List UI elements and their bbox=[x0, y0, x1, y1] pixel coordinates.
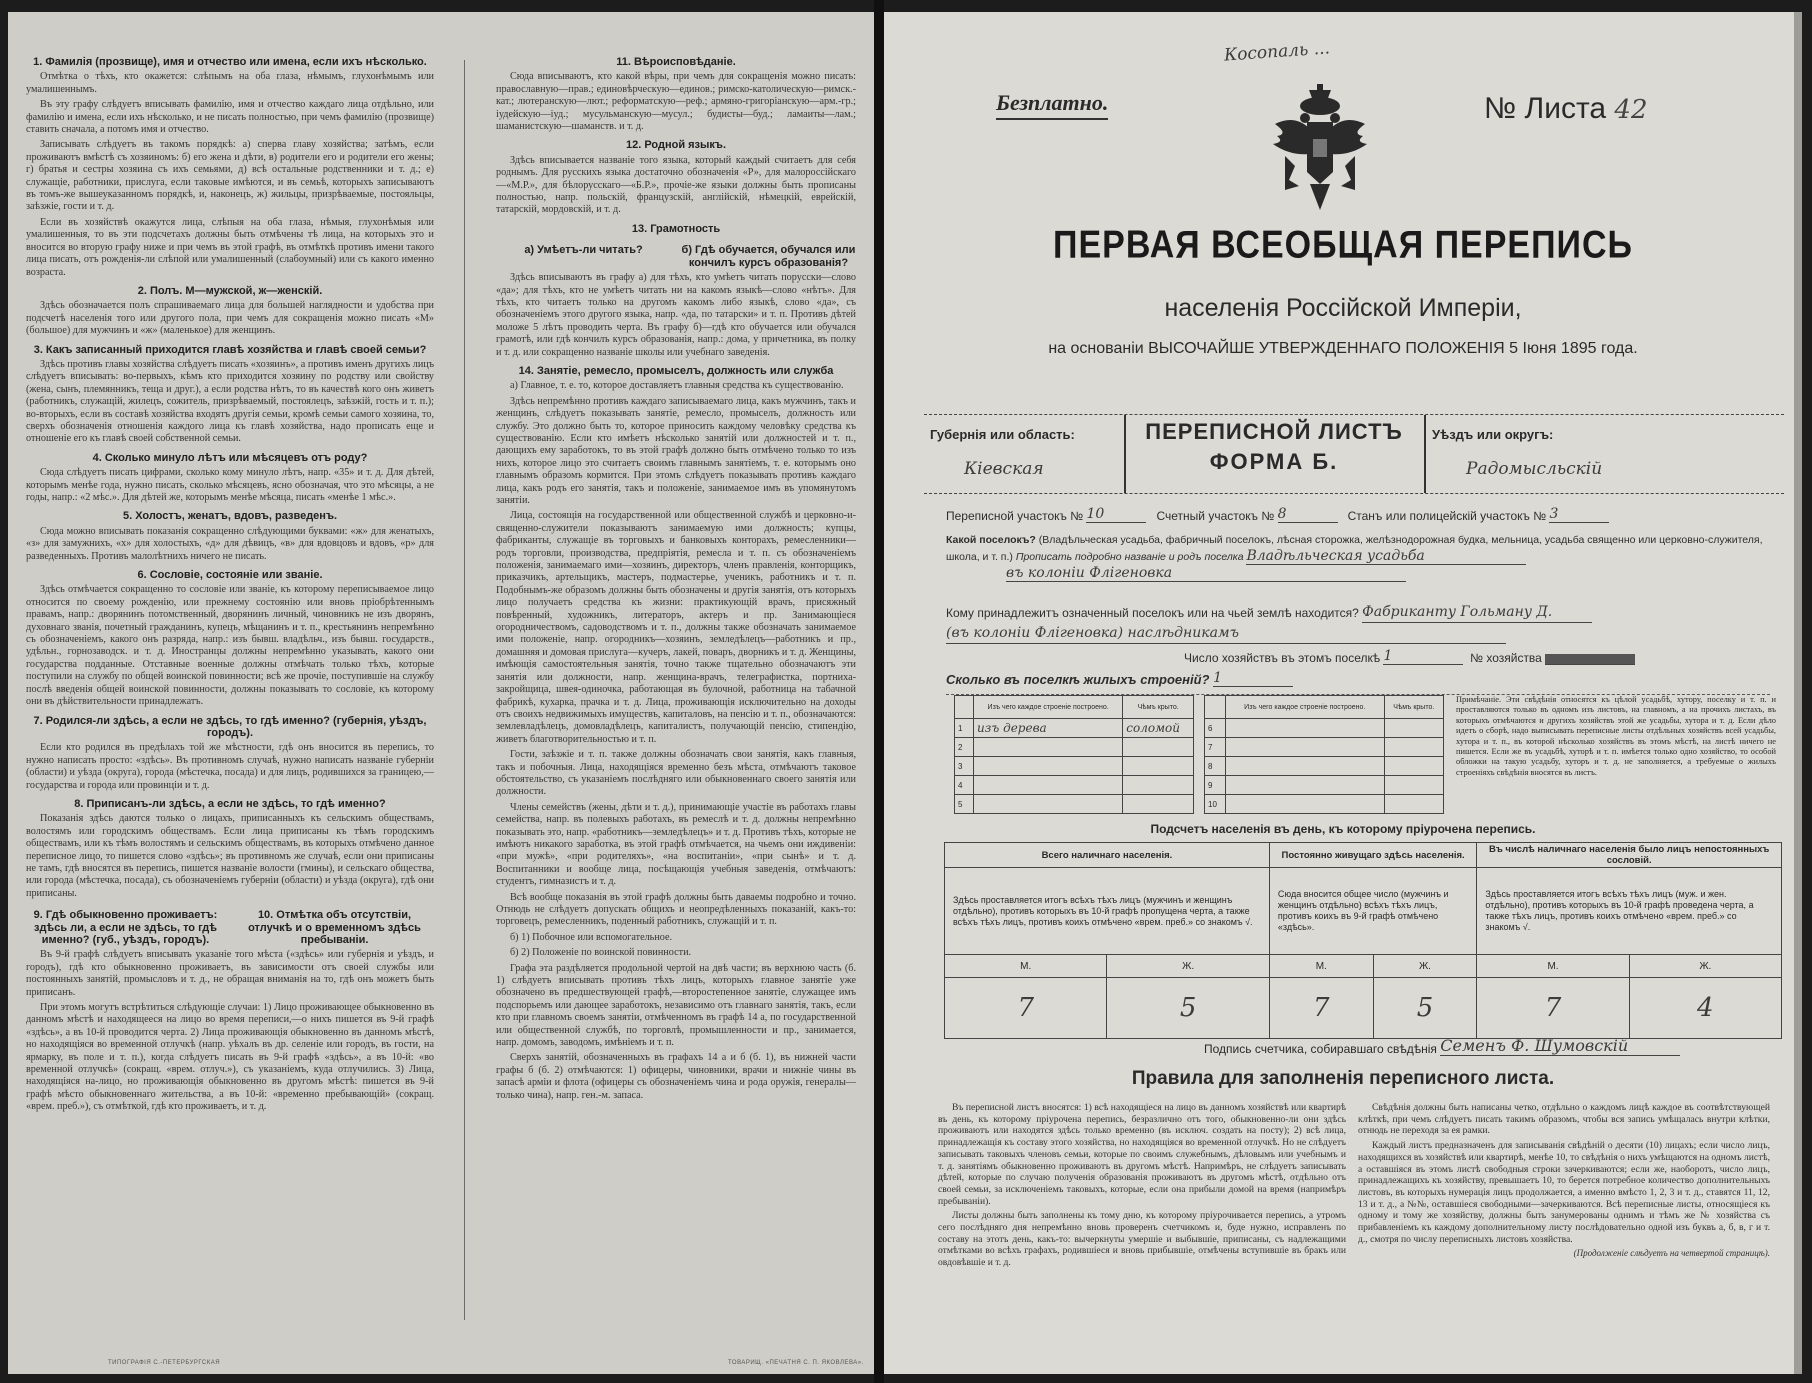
household-no-redacted bbox=[1545, 654, 1635, 665]
census-district-value: 10 bbox=[1086, 506, 1146, 523]
stan-value: 3 bbox=[1549, 506, 1609, 523]
count-value: 7 bbox=[1269, 978, 1373, 1039]
building-row bbox=[955, 738, 1194, 757]
rules-column-2 bbox=[1358, 1102, 1770, 1260]
settlement-hint: (Владѣльческая усадьба, фабричный поселокъ, лѣсная сторожка, желѣзнодорожная будка, мельница, усадьба священно или церковно-служителя, школа, и т. п.) bbox=[946, 534, 1763, 563]
rule-paragraph: Здѣсь обозначается полъ спрашиваемаго лица для большей наглядности и удобства при подсчетѣ населенія того или другого пола, при чемъ для сокращенія можно писать «М» (большое) для мужчинъ и «ж» (маленькое) для женщинъ. bbox=[26, 300, 434, 337]
buildings-note: Примѣчаніе. Эти свѣдѣнія относятся къ цѣлой усадьбѣ, хутору, поселку и т. п. и проставляются только въ одномъ изъ листовъ, на главномъ, а на прочихъ листахъ, въ которыхъ отмѣчаются и другихъ хозяйствъ этой же усадьбы, хутора и т. д. Если дѣло идетъ о сборѣ, надо выписывать переписные листы отдѣльных хозяйствъ всей усадьбы, хутора и т. п., въ которой нѣсколько хозяйствъ въ этомъ мѣстѣ, на листѣ ничего не пишется. Если же въ усадьбѣ, хуторѣ и т. п. имѣется только одно хозяйство, то особой обложки на такую усадьбу, хуторъ и т. д. не заполняется, а требуемые о жилыхъ строеніяхъ свѣдѣнія вносятся въ листъ. bbox=[1456, 695, 1776, 777]
rule-paragraph: Сюда вписываютъ, кто какой вѣры, при чемъ для сокращенія можно писать: православную—прав.; единовѣрческую—единов.; римско-католическую—римск.-кат.; лютеранскую—лют.; реформатскую—реф.; армяно-григоріанскую—арм.-гр.; іудейскую—іуд.; мусульманскую—мусул.; будисты—буд.; ламаиты—лам.; шаманистскую—шаманств. и т. д. bbox=[496, 71, 856, 133]
rule-paragraph: Показанія здѣсь даются только о лицахъ, приписанныхъ къ сельскимъ обществамъ, волостямъ или городскимъ обществамъ. Если лица приписаны къ тѣмъ городскимъ обществамъ, или къ тѣмъ волостямъ и сельскимъ обществамъ, въ которыхъ отмѣчено данное переписное лицо, то пишется слово «здѣсь»; въ противномъ же случаѣ, если они приписаны не тамъ, гдѣ вносятся въ перепись, пишется названіе волости (гмины), и сельскаго общества, или города (мѣстечка, посада), съ обозначеніемъ губерніи (области) и уѣзда (округа), гдѣ они приписаны. bbox=[26, 813, 434, 899]
settlement-label: Какой поселокъ? bbox=[946, 534, 1036, 546]
building-row bbox=[1205, 719, 1444, 738]
uezd-box bbox=[1424, 415, 1786, 493]
building-roof bbox=[1123, 795, 1194, 814]
settlement-value-2: въ колоніи Флігеновка bbox=[1006, 565, 1406, 582]
population-count-title: Подсчетъ населенія въ день, къ которому пріурочена перепись. bbox=[1150, 822, 1536, 836]
rule-paragraph: Сюда слѣдуетъ писать цифрами, сколько кому минуло лѣтъ, напр. «35» и т. д. Для дѣтей, которымъ менѣе года, нужно писать, сколько мѣсяцевъ, ясно обозначая, что это мѣсяцы, а не годы, напр.: «2 мѣс.». Для дѣтей же, которымъ менѣе мѣсяца, писать «менѣе 1 мѣс.». bbox=[26, 467, 434, 503]
rule-section-title: 4. Сколько минуло лѣтъ или мѣсяцевъ отъ роду? bbox=[92, 451, 368, 464]
rule-paragraph: б) 1) Побочное или вспомогательное. bbox=[510, 931, 673, 943]
count-header-nonpermanent: Въ числѣ наличнаго населенія было лицъ непостоянныхъ сословій. bbox=[1477, 843, 1782, 868]
built-of-header: Изъ чего каждое строеніе построено. bbox=[1226, 696, 1385, 719]
rule-paragraph: Сверхъ занятій, обозначенныхъ въ графахъ 14 а и б (б. 1), въ нижней части графы б (б. 2) отмѣчаются: 1) офицеры, чиновники, врачи и нижніе чины въ запасѣ арміи и флота (офицеры съ обозначеніемъ чина и рода оружія, генералы—только чина), напр. ген.-м. запаса. bbox=[496, 1052, 856, 1101]
building-number: 9 bbox=[1205, 776, 1226, 795]
uezd-label: Уѣздъ или округъ: bbox=[1432, 427, 1554, 442]
building-roof bbox=[1384, 795, 1443, 814]
building-row bbox=[955, 757, 1194, 776]
roof-header: Чѣмъ крыто. bbox=[1123, 696, 1194, 719]
rule-paragraph: а) Главное, т. е. то, которое доставляетъ главныя средства къ существованію. bbox=[510, 380, 844, 392]
building-row bbox=[1205, 738, 1444, 757]
building-roof bbox=[1123, 776, 1194, 795]
rules-column-right bbox=[496, 50, 856, 1105]
building-material bbox=[974, 757, 1123, 776]
building-roof bbox=[1123, 757, 1194, 776]
rule-section-title: 13. Грамотность bbox=[631, 222, 721, 235]
rule-section-title: 14. Занятіе, ремесло, промыселъ, должность или служба bbox=[518, 364, 834, 377]
settlement-value: Владѣльческая усадьба bbox=[1246, 548, 1526, 565]
rule-paragraph: Здѣсь вписываютъ въ графу а) для тѣхъ, кто умѣетъ читать порусски—слово «да»; для тѣхъ, кто не умѣетъ читать ни на какомъ языкѣ—слово «нѣтъ». Для тѣхъ, кто читаетъ только на другомъ какомъ либо языкѣ, слово «да», съ обозначеніемъ этого другого языка, напр. «да, по татарски» и т. п. Противъ дѣтей моложе 5 лѣтъ проводить черта. Въ графу б)—гдѣ кто обучается или обучался грамотѣ, или гдѣ кончилъ курсъ образованія, напр.: дома, у причетника, въ полку и т. д. или сокращенно названіе школы или учебнаго заведенія. bbox=[496, 272, 856, 358]
building-row bbox=[955, 795, 1194, 814]
rule-paragraph: При этомъ могутъ встрѣтиться слѣдующіе случаи: 1) Лицо проживающее обыкновенно въ данномъ мѣстѣ и находящееся на лицо во время переписи,—о нихъ пишется въ 9-й графѣ «здѣсь», а въ 10-й проводится черта. 2) Лица проживающія обыкновенно въ данномъ мѣстѣ, но находящіяся во временной отлучкѣ (напр. уѣхалъ въ др. селеніе или городъ, въ гости, на ярмарку, въ поле и т. п.), когда слѣдуетъ писать въ 9-й графѣ «здѣсь», а въ 10-й: «во временной отлучкѣ» (сокращ. «врем. отлуч.»), съ указаніемъ, куда отлучились. 3) Лица, находящіяся на-лицо, но проживающія обыкновенно въ другомъ мѣстѣ: пишется въ 9-й графѣ мѣсто обыкновеннаго жительства, а въ 10-й: «временно пребывающій» (сокращ. «врем. преб.»), съ отмѣткой, гдѣ кто проживаетъ, и т. д. bbox=[26, 1002, 434, 1113]
male-label: М. bbox=[1477, 955, 1629, 978]
building-material bbox=[1226, 776, 1385, 795]
building-number: 4 bbox=[955, 776, 974, 795]
building-row bbox=[1205, 757, 1444, 776]
count-value: 4 bbox=[1629, 978, 1781, 1039]
buildings-line bbox=[946, 670, 1293, 687]
stan-label: Станъ или полицейскій участокъ № bbox=[1347, 509, 1547, 523]
sheet-number bbox=[1484, 92, 1648, 126]
household-no-label: № хозяйства bbox=[1470, 651, 1542, 665]
building-material: изъ дерева bbox=[974, 719, 1123, 738]
building-number: 7 bbox=[1205, 738, 1226, 757]
count-desc-present: Здѣсь проставляется итогъ всѣхъ тѣхъ лицъ (мужчинъ и женщинъ отдѣльно), противъ которыхъ въ 10-й графѣ пропущена черта, а также всѣхъ тѣхъ лицъ, противъ коихъ отмѣчено «врем. преб.» со знакомъ √. bbox=[945, 868, 1270, 955]
building-roof bbox=[1384, 757, 1443, 776]
count-value: 7 bbox=[1477, 978, 1629, 1039]
printer-imprint: ТИПОГРАФІЯ С.-ПЕТЕРБУРГСКАЯ bbox=[108, 1360, 221, 1366]
rule-section-title: 1. Фамилія (прозвище), имя и отчество или имена, если ихъ нѣсколько. bbox=[33, 56, 427, 68]
rules-title: Правила для заполненія переписного листа. bbox=[1131, 1068, 1555, 1089]
rule-section-title: б) Гдѣ обучается, обучался или кончилъ курсъ образованія? bbox=[681, 244, 856, 269]
building-material bbox=[974, 738, 1123, 757]
building-number: 8 bbox=[1205, 757, 1226, 776]
buildings-table bbox=[954, 695, 1194, 814]
free-label: Безплатно. bbox=[996, 90, 1108, 120]
building-row bbox=[955, 719, 1194, 738]
enumerator-signature-line bbox=[1204, 1036, 1680, 1056]
rule-paragraph: б) 2) Положеніе по воинской повинности. bbox=[510, 947, 692, 959]
rule-paragraph: Здѣсь противъ главы хозяйства слѣдуетъ писать «хозяинъ», а противъ именъ другихъ лицъ слѣдуетъ вписывать: во-первыхъ, кѣмъ кто приходится хозяину по родству или свойству (жена, сынъ, племянникъ, теща и друг.), а если родства нѣтъ, то въ качествѣ кого онъ живетъ (работникъ, служащій, жилецъ, сожитель, призрѣваемый, постоялецъ, заѣзжій, гость и т. п.); во-вторыхъ, если въ составѣ хозяйства входятъ другія семьи, кромѣ семьи самого хозяина, то, сверхъ обозначенія отношенія каждого лица къ главѣ хозяйства, надо прописать еще и отношеніе его къ главѣ своей собственной семьи. bbox=[26, 358, 434, 445]
count-value: 7 bbox=[945, 978, 1107, 1039]
count-desc-permanent: Сюда вносится общее число (мужчинъ и женщинъ отдѣльно) всѣхъ тѣхъ лицъ, противъ коихъ въ 9-й графѣ отмѣчено «здѣсь». bbox=[1269, 868, 1476, 955]
owner-value-2: (въ колоніи Флігеновка) наслѣдникамъ bbox=[946, 623, 1506, 644]
sheet-number-value: 42 bbox=[1614, 95, 1648, 125]
settlement-hint-2: Прописать подробно названіе и родъ поселка bbox=[1015, 551, 1244, 563]
rule-paragraph: Записывать слѣдуетъ въ такомъ порядкѣ: а) сперва главу хозяйства; затѣмъ, если проживаютъ вмѣстѣ съ хозяиномъ: б) его жена и дѣти, в) родители его и родители его жены; г) братья и сестры хозяина съ ихъ семьями, д) всѣ остальные родственники и т. д.; е) служащіе, работники, прислуга, если таковые имѣются, и въ семьѣ, которыхъ записываютъ въ томъ-же вышеуказанномъ порядкѣ, и, наконецъ, ж) жильцы, призрѣваемые, постояльцы, заѣзжіе, гости и т. д. bbox=[26, 139, 434, 213]
building-number: 1 bbox=[955, 719, 974, 738]
rules-column-left bbox=[26, 50, 434, 1117]
building-number: 6 bbox=[1205, 719, 1226, 738]
count-district-value: 8 bbox=[1278, 506, 1338, 523]
handwritten-note: Косопаль ... bbox=[1223, 38, 1331, 66]
rule-section-title: 11. Вѣроисповѣданіе. bbox=[616, 56, 736, 68]
rule-section-title: 8. Приписанъ-ли здѣсь, а если не здѣсь, то гдѣ именно? bbox=[74, 797, 386, 810]
rule-paragraph: Въ эту графу слѣдуетъ вписывать фамилію, имя и отчество каждаго лица отдѣльно, или фамилію и имена, если ихъ нѣсколько, и не писать полностью, при чемъ фамилію (прозвище) ставить сначала, а потомъ имя и отчество. bbox=[26, 99, 434, 136]
rule-paragraph: Гости, заѣзжіе и т. п. также должны обозначать свои занятія, какъ главныя, такъ и побочныя. Лица, находящіяся временно безъ мѣста, отмѣчаютъ таковое обстоятельство, съ указаніемъ послѣдняго или обыкновеннаго своего занятія или должности. bbox=[496, 749, 856, 798]
rule-pair-titles bbox=[26, 903, 434, 949]
literacy-subtitles bbox=[496, 238, 856, 272]
rule-paragraph: Графа эта раздѣляется продольной чертой на двѣ части; въ верхнюю часть (б. 1) слѣдуетъ вписывать противъ тѣхъ лицъ, которыхъ главное занятіе уже обозначено въ предшествующей графѣ,—второстепенное занятіе, служащее имъ подспорьемъ или дающее заработокъ, независимо отъ главнаго занятія, такъ, если кто при главномъ своемъ занятіи, отмѣченномъ въ графѣ 14 а, по государственной или общественной службѣ, по торговлѣ, промышленности и пр., занимается, напр. домомъ, заводомъ, имѣніемъ и т. п. bbox=[496, 962, 856, 1049]
census-district-label: Переписной участокъ № bbox=[946, 509, 1084, 523]
gubernia-value: Кіевская bbox=[964, 459, 1044, 479]
building-roof bbox=[1384, 719, 1443, 738]
form-title-box bbox=[1124, 415, 1424, 493]
building-material bbox=[1226, 738, 1385, 757]
rule-section-title: 3. Какъ записанный приходится главѣ хозяйства и главѣ своей семьи? bbox=[33, 343, 427, 356]
rule-paragraph: Лица, состоящія на государственной или общественной службѣ и церковно-и-священно-служители показываютъ занимаемую ими должность; купцы, фабриканты, служащіе въ торговыхъ и банковыхъ конторахъ, ремесленники—родъ торговли, производства, предпріятія, ремесла и т. п. съ обозначеніемъ положенія, занимаемаго ими—хозяинъ, директоръ, членъ правленія, конторщикъ, приказчикъ, артельщикъ, мастеръ, подмастерье, ученикъ, работникъ и т. п. Подобнымъ-же образомъ должны быть обозначены и другія занятія, отъ которыхъ лицо получаетъ средства къ жизни: практикующій врачъ, присяжный повѣренный, художникъ, литераторъ, актеръ и пр. Занимающіеся огородничествомъ, садоводствомъ и т. п., должны также обозначать занимаемое ими положеніе, напр. огородникъ—хозяинъ, земледѣлецъ—работникъ и пр., домашняя и домовая прислуга—кучеръ, лакей, поваръ, дворникъ и т. д. Женщины, имѣющія самостоятельныя занятія, точно также тщательно обозначаютъ эти занятія или должности, напр. женщина-врачъ, телеграфистка, портниха-закройщица, швея-одиночка, работающая въ булочной, работница на табачной фабрикѣ, кухарка, прачка и т. д. Лица, проживающія исключительно на доходы отъ своихъ недвижимыхъ имуществъ, капиталовъ, на пенсію и т. п., обозначаются: землевладѣлецъ, домовладѣлецъ, капиталистъ, получающій пенсію, стипендію, живетъ благотворительностью и т. п. bbox=[496, 510, 856, 745]
rules-column-1 bbox=[938, 1102, 1346, 1272]
page-edge bbox=[1794, 12, 1802, 1374]
form-title: ПЕРЕПИСНОЙ ЛИСТЪ bbox=[1145, 419, 1403, 444]
population-count-table bbox=[944, 842, 1782, 1039]
rule-paragraph: Каждый листъ предназначенъ для записыванія свѣдѣній о десяти (10) лицахъ; если число лицъ, находящихся въ хозяйствѣ или квартирѣ, менѣе 10, то свѣдѣнія о нихъ умѣщаются на одномъ листѣ, а оставшіяся въ этомъ листѣ свободныя строки зачеркиваются; если же, наоборотъ, число лицъ, принадлежащихъ къ хозяйству, превышаетъ 10, то берется потребное количество дополнительныхъ листовъ, въ которыхъ нумерація лицъ продолжается, а именно вмѣсто 1, 2, 3 и т. д., ставятся 11, 12, 13 и т. д., а №№, оставшіеся свободными—зачеркиваются. Всѣ переписные листы, относящіеся къ одному и тому же хозяйству, должны быть занумерованы однимъ и тѣмъ же № хозяйства съ прибавленіемъ къ каждому дополнительному листу послѣдовательно одной изъ буквъ а, б, в, г и т. д., смотря по числу переписныхъ листовъ хозяйства. bbox=[1358, 1140, 1770, 1245]
building-material bbox=[974, 795, 1123, 814]
form-header bbox=[924, 414, 1784, 494]
count-value: 5 bbox=[1373, 978, 1477, 1039]
households-label: Число хозяйствъ въ этомъ поселкѣ bbox=[1184, 651, 1381, 665]
building-material bbox=[1226, 795, 1385, 814]
building-number: 10 bbox=[1205, 795, 1226, 814]
buildings-table bbox=[1204, 695, 1444, 814]
gubernia-label: Губернія или область: bbox=[930, 427, 1075, 442]
settlement-line bbox=[946, 532, 1776, 582]
built-of-header: Изъ чего каждое строеніе построено. bbox=[974, 696, 1123, 719]
building-roof bbox=[1384, 738, 1443, 757]
building-number: 5 bbox=[955, 795, 974, 814]
count-header-permanent: Постоянно живущаго здѣсь населенія. bbox=[1269, 843, 1476, 868]
households-line bbox=[1184, 648, 1635, 665]
rule-section-title: 10. Отмѣтка объ отсутствіи, отлучкѣ и о временномъ здѣсь пребываніи. bbox=[248, 909, 421, 946]
census-decree-line: на основаніи ВЫСОЧАЙШЕ УТВЕРЖДЕННАГО ПОЛОЖЕНІЯ 5 Іюня 1895 года. bbox=[1048, 340, 1638, 357]
rule-paragraph: Свѣдѣнія должны быть написаны четко, отдѣльно о каждомъ лицѣ каждое въ соотвѣтствующей клѣткѣ, при чемъ слѣдуетъ писать такимъ образомъ, чтобы вся запись умѣщалась внутри клѣтки, отнюдь не переходя за ея рамки. bbox=[1358, 1102, 1770, 1137]
imperial-eagle-emblem-icon bbox=[1265, 84, 1375, 214]
rule-section-title: 12. Родной языкъ. bbox=[625, 139, 726, 152]
owner-line bbox=[946, 602, 1776, 644]
households-value: 1 bbox=[1383, 648, 1463, 665]
rule-paragraph: Въ 9-й графѣ слѣдуетъ вписывать указаніе того мѣста («здѣсь» или губернія и уѣздъ, и городъ), гдѣ кто обыкновенно проживаетъ, въ зависимости отъ своей службы или постоянныхъ занятій, промысловъ и т. д., не обращая вниманія на то, гдѣ онъ можетъ быть приписанъ. bbox=[26, 949, 434, 998]
building-roof bbox=[1123, 738, 1194, 757]
rule-paragraph: Здѣсь непремѣнно противъ каждаго записываемаго лица, какъ мужчинъ, такъ и женщинъ, слѣдуетъ показывать занятіе, ремесло, промыселъ, должность или службу. Это должно быть то, которое приносить каждому человѣку средства къ существованію. Если кто имѣетъ нѣсколько занятій или должностей и т. п., дающихъ ему заработокъ, то въ этой графѣ должно быть отмѣчено только то изъ нихъ, которое лицо это считаетъ своимъ главнымъ занятіемъ, т. е. которымъ оно главнымъ образомъ кормится. При этомъ слѣдуетъ показывать противъ каждаго лица, какъ родъ его занятія, такъ и положеніе, занимаемое имъ въ упомянутомъ занятіи. bbox=[496, 395, 856, 506]
printer-imprint: ТОВАРИЩ. «ПЕЧАТНЯ С. П. ЯКОВЛЕВА». bbox=[728, 1360, 864, 1366]
rule-section-title: а) Умѣетъ-ли читать? bbox=[524, 244, 643, 257]
rule-section-title: 2. Полъ. М—мужской, ж—женскій. bbox=[137, 284, 323, 297]
count-header-present: Всего наличнаго населенія. bbox=[945, 843, 1270, 868]
male-label: М. bbox=[1269, 955, 1373, 978]
building-material bbox=[1226, 719, 1385, 738]
rule-paragraph: Здѣсь вписывается названіе того языка, который каждый считаетъ для себя роднымъ. Для русскихъ языка достаточно обозначенія «Р», для малороссійскаго—«М.Р.», для бѣлорусскаго—«Б.Р.», прочіе-же языки должны быть прописаны полностью, напр. польскій, французскій, англійскій, нѣмецкій, еврейскій, татарскій, мордовскій, и т. д. bbox=[496, 154, 856, 216]
buildings-section bbox=[946, 694, 1776, 815]
count-desc-nonpermanent: Здѣсь проставляется итогъ всѣхъ тѣхъ лицъ (муж. и жен. отдѣльно), противъ которыхъ въ 10-й графѣ проведена черта, а также тѣхъ лицъ, противъ коихъ отмѣчено «врем. преб.» со знакомъ √. bbox=[1477, 868, 1782, 955]
form-type: ФОРМА Б. bbox=[1209, 449, 1339, 474]
column-divider bbox=[464, 60, 465, 1320]
count-value: 5 bbox=[1107, 978, 1269, 1039]
owner-value: Фабриканту Гольману Д. bbox=[1362, 602, 1592, 623]
building-material bbox=[1226, 757, 1385, 776]
female-label: Ж. bbox=[1107, 955, 1269, 978]
rule-section-title: 9. Гдѣ обыкновенно проживаетъ: здѣсь ли, а если не здѣсь, то гдѣ именно? (губ., уѣздъ, городъ). bbox=[33, 909, 218, 946]
building-number: 3 bbox=[955, 757, 974, 776]
census-title: ПЕРВАЯ ВСЕОБЩАЯ ПЕРЕПИСЬ bbox=[1053, 223, 1633, 267]
rule-paragraph: Члены семействъ (жены, дѣти и т. д.), принимающіе участіе въ работахъ главы семейства, напр. въ полевыхъ работахъ, въ ремеслѣ и т. д. должны непремѣнно показывать это, напр. «работникъ—земледѣлецъ» и т. д. Противъ тѣхъ, которые не имѣютъ никакого заработка, въ этой графѣ отмѣчается, на чьемъ они иждивеніи: «при мужѣ», «при родителяхъ», «на воспитаніи», «при сынѣ» и т. д. Воспитанники и вообще лица, посѣщающія учебныя заведенія, отмѣчаютъ: студентъ, гимназистъ и т. д. bbox=[496, 801, 856, 888]
rule-paragraph: Сюда можно вписывать показанія сокращенно слѣдующими буквами: «ж» для женатыхъ, «з» для замужнихъ, «х» для холостыхъ, «д» для дѣвицъ, «в» для вдовцовъ и вдовъ, «р» для разведенныхъ. Противъ малолѣтнихъ ничего не писать. bbox=[26, 525, 434, 562]
census-subtitle: населенія Россійской Имперіи, bbox=[1164, 294, 1522, 322]
building-roof bbox=[1384, 776, 1443, 795]
signature-value: Семенъ Ф. Шумовскій bbox=[1440, 1036, 1680, 1056]
building-number: 2 bbox=[955, 738, 974, 757]
roof-header: Чѣмъ крыто. bbox=[1384, 696, 1443, 719]
rule-section-title: 6. Сословіе, состояніе или званіе. bbox=[137, 569, 323, 582]
rule-paragraph: Если кто родился въ предѣлахъ той же мѣстности, гдѣ онъ вносится въ перепись, то нужно написать просто: «здѣсь». Въ противномъ случаѣ, нужно написать названіе губерніи (области) и уѣзда (округа), города (мѣстечка, посада) и для лицъ, родившихся за границею,—государства и города или провинціи и т. д. bbox=[26, 742, 434, 791]
rules-continuation-note: (Продолженіе слѣдуетъ на четвертой страницѣ). bbox=[1573, 1248, 1770, 1259]
gubernia-box bbox=[924, 415, 1126, 493]
rule-section-title: 5. Холостъ, женатъ, вдовъ, разведенъ. bbox=[122, 510, 338, 523]
rule-paragraph: Всѣ вообще показанія въ этой графѣ должны быть даваемы подробно и точно. Отнюдь не слѣдуетъ допускать общихъ и неопредѣленныхъ показаній, какъ-то: торговецъ, ремесленникъ, поденный работникъ, служащій и т. п. bbox=[496, 891, 856, 928]
buildings-label: Сколько въ поселкѣ жилыхъ строеній? bbox=[946, 672, 1210, 687]
district-line bbox=[946, 506, 1609, 523]
building-row bbox=[1205, 795, 1444, 814]
uezd-value: Радомысльскій bbox=[1466, 459, 1603, 479]
left-page bbox=[8, 12, 874, 1374]
male-label: М. bbox=[945, 955, 1107, 978]
building-roof: соломой bbox=[1123, 719, 1194, 738]
rule-paragraph: Если въ хозяйствѣ окажутся лица, слѣпыя на оба глаза, нѣмыя, глухонѣмыя или умалишенныя, то въ эти подсчетахъ должны быть отмѣчены тѣ лица, на которыхъ это и вносится во вторую графу ниже и при чемъ въ этой графѣ, въ отмѣткѣ противъ имени такого лица писать, отъ рожденія-ли слѣпой или умалишенный (слабоумный) или съ какого именно возраста. bbox=[26, 216, 434, 278]
owner-label: Кому принадлежитъ означенный поселокъ или на чьей землѣ находится? bbox=[946, 606, 1359, 620]
sheet-number-label: № Листа bbox=[1484, 92, 1607, 125]
buildings-value: 1 bbox=[1213, 670, 1293, 687]
building-material bbox=[974, 776, 1123, 795]
rule-paragraph: Листы должны быть заполнены къ тому дню, къ которому пріурочивается перепись, а утромъ сего послѣдняго дня непремѣнно вновь проверенъ счетчикомъ и, буде нужно, исправленъ по составу на этотъ день, какъ-то: вычеркнуты умершіе и выбывшіе, приписаны, съ надлежащими отмѣтками во всѣхъ графахъ, родившіеся и вновь прибывшіе, отмѣчены вступившіе въ бракъ или овдовѣвшіе и т. д. bbox=[938, 1210, 1346, 1269]
rule-paragraph: Отмѣтка о тѣхъ, кто окажется: слѣпымъ на оба глаза, нѣмымъ, глухонѣмымъ или умалишеннымъ. bbox=[26, 71, 434, 95]
right-page bbox=[884, 12, 1802, 1374]
count-district-label: Счетный участокъ № bbox=[1156, 509, 1275, 523]
book-spine bbox=[874, 0, 884, 1383]
signature-label: Подпись счетчика, собиравшаго свѣдѣнія bbox=[1204, 1042, 1437, 1056]
building-row bbox=[1205, 776, 1444, 795]
building-row bbox=[955, 776, 1194, 795]
rule-section-title: 7. Родился-ли здѣсь, а если не здѣсь, то гдѣ именно? (губернія, уѣздъ, городъ). bbox=[33, 714, 427, 739]
female-label: Ж. bbox=[1629, 955, 1781, 978]
rule-paragraph: Здѣсь отмѣчается сокращенно то сословіе или званіе, къ которому переписываемое лицо относится по своему рожденію, или прежнему состоянію или вновь пріобрѣтеннымъ правамъ, напр.: дворянинъ потомственный, дворянинъ личный, чиновникъ не изъ дворянъ, духовнаго званія, почетный гражданинъ, купецъ, мѣщанинъ и т. п., крестьянинъ непремѣнно съ обозначеніемъ, какого онъ разряда, напр.: изъ бывш. владѣльч., изъ бывш. государств., удѣльн., горнозаводск. и т. д. Иностранцы должны непремѣнно указывать, какого они государства подданные. Отставные военные должны отмѣчать только тѣхъ, которые поступили на службу по общей воинской повинности; всѣ же прочіе, поступившіе на службу послѣ введенія общей воинской повинности, должны показывать то сословіе, къ которому они въ дѣйствительности принадлежатъ. bbox=[26, 584, 434, 708]
female-label: Ж. bbox=[1373, 955, 1477, 978]
rule-paragraph: Въ переписной листъ вносятся: 1) всѣ находящіеся на лицо въ данномъ хозяйствѣ или квартирѣ въ день, къ которому пріурочена перепись, безразлично отъ того, обыкновенно-ли они здѣсь проживаютъ или находятся здѣсь только временно (въ исключ. создать на посту); 2) всѣ лица, принадлежащія къ составу этого хозяйства, но находящіяся во временной отлучкѣ. Но не слѣдуетъ записывать таковыхъ членовъ семьи, которые по своимъ служебнымъ, дѣловымъ или учебнымъ и т. д. занятіямъ обыкновенно проживаютъ въ другомъ мѣстѣ. Напримѣръ, не слѣдуетъ записывать дѣтей, которые по случаю полученія образованія проживаютъ въ другомъ мѣстѣ, отдѣльно отъ своей семьи, за исключеніемъ таковыхъ, которые, если она прибыли домой на время (напримѣръ пребываніи). bbox=[938, 1102, 1346, 1207]
